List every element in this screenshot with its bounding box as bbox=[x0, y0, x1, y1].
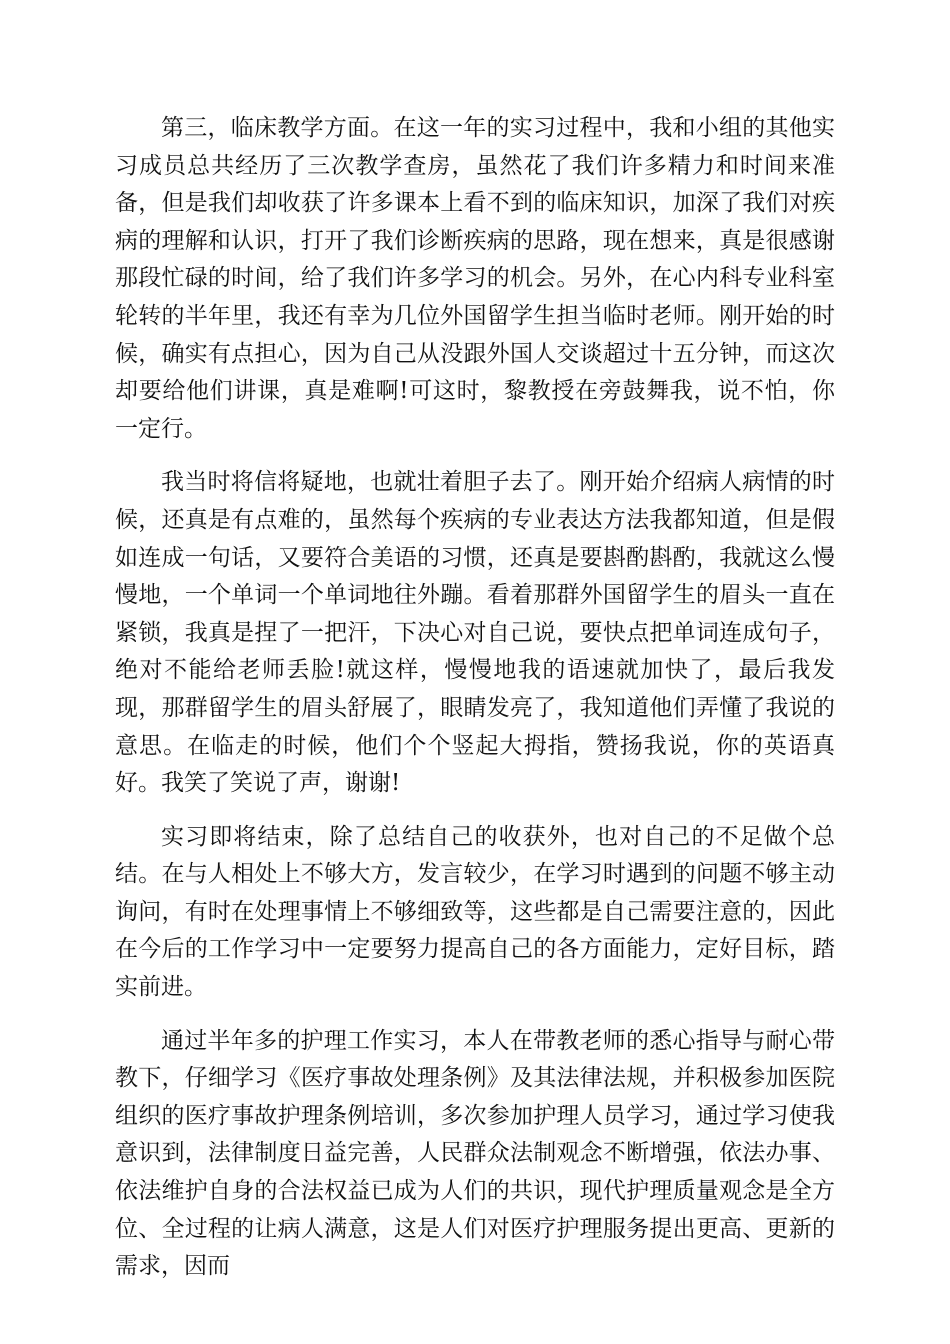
paragraph-nursing-internship: 通过半年多的护理工作实习，本人在带教老师的悉心指导与耐心带教下，仔细学习《医疗事故处理条例》及其法律法规，并积极参加医院组织的医疗事故护理条例培训，多次参加护理人员学习，通过学习使我意识到，法律制度日益完善，人民群众法制观念不断增强，依法办事、依法维护自身的合法权益已成为人们的共识，现代护理质量观念是全方位、全过程的让病人满意，这是人们对医疗护理服务提出更高、更新的需求，因而 bbox=[115, 1027, 835, 1280]
document-body bbox=[115, 110, 835, 1302]
paragraph-teaching-experience: 我当时将信将疑地，也就壮着胆子去了。刚开始介绍病人病情的时候，还真是有点难的，虽然每个疾病的专业表达方法我都知道，但是假如连成一句话，又要符合美语的习惯，还真是要斟酌斟酌，我就这么慢慢地，一个单词一个单词地往外蹦。看着那群外国留学生的眉头一直在紧锁，我真是捏了一把汗，下决心对自己说，要快点把单词连成句子，绝对不能给老师丢脸!就这样，慢慢地我的语速就加快了，最后我发现，那群留学生的眉头舒展了，眼睛发亮了，我知道他们弄懂了我说的意思。在临走的时候，他们个个竖起大拇指，赞扬我说，你的英语真好。我笑了笑说了声，谢谢! bbox=[115, 469, 835, 797]
paragraph-self-assessment: 实习即将结束，除了总结自己的收获外，也对自己的不足做个总结。在与人相处上不够大方，发言较少，在学习时遇到的问题不够主动询问，有时在处理事情上不够细致等，这些都是自己需要注意的，因此在今后的工作学习中一定要努力提高自己的各方面能力，定好目标，踏实前进。 bbox=[115, 823, 835, 1001]
paragraph-clinical-teaching: 第三，临床教学方面。在这一年的实习过程中，我和小组的其他实习成员总共经历了三次教学查房，虽然花了我们许多精力和时间来准备，但是我们却收获了许多课本上看不到的临床知识，加深了我们对疾病的理解和认识，打开了我们诊断疾病的思路，现在想来，真是很感谢那段忙碌的时间，给了我们许多学习的机会。另外，在心内科专业科室轮转的半年里，我还有幸为几位外国留学生担当临时老师。刚开始的时候，确实有点担心，因为自己从没跟外国人交谈超过十五分钟，而这次却要给他们讲课，真是难啊!可这时，黎教授在旁鼓舞我，说不怕，你一定行。 bbox=[115, 115, 835, 442]
